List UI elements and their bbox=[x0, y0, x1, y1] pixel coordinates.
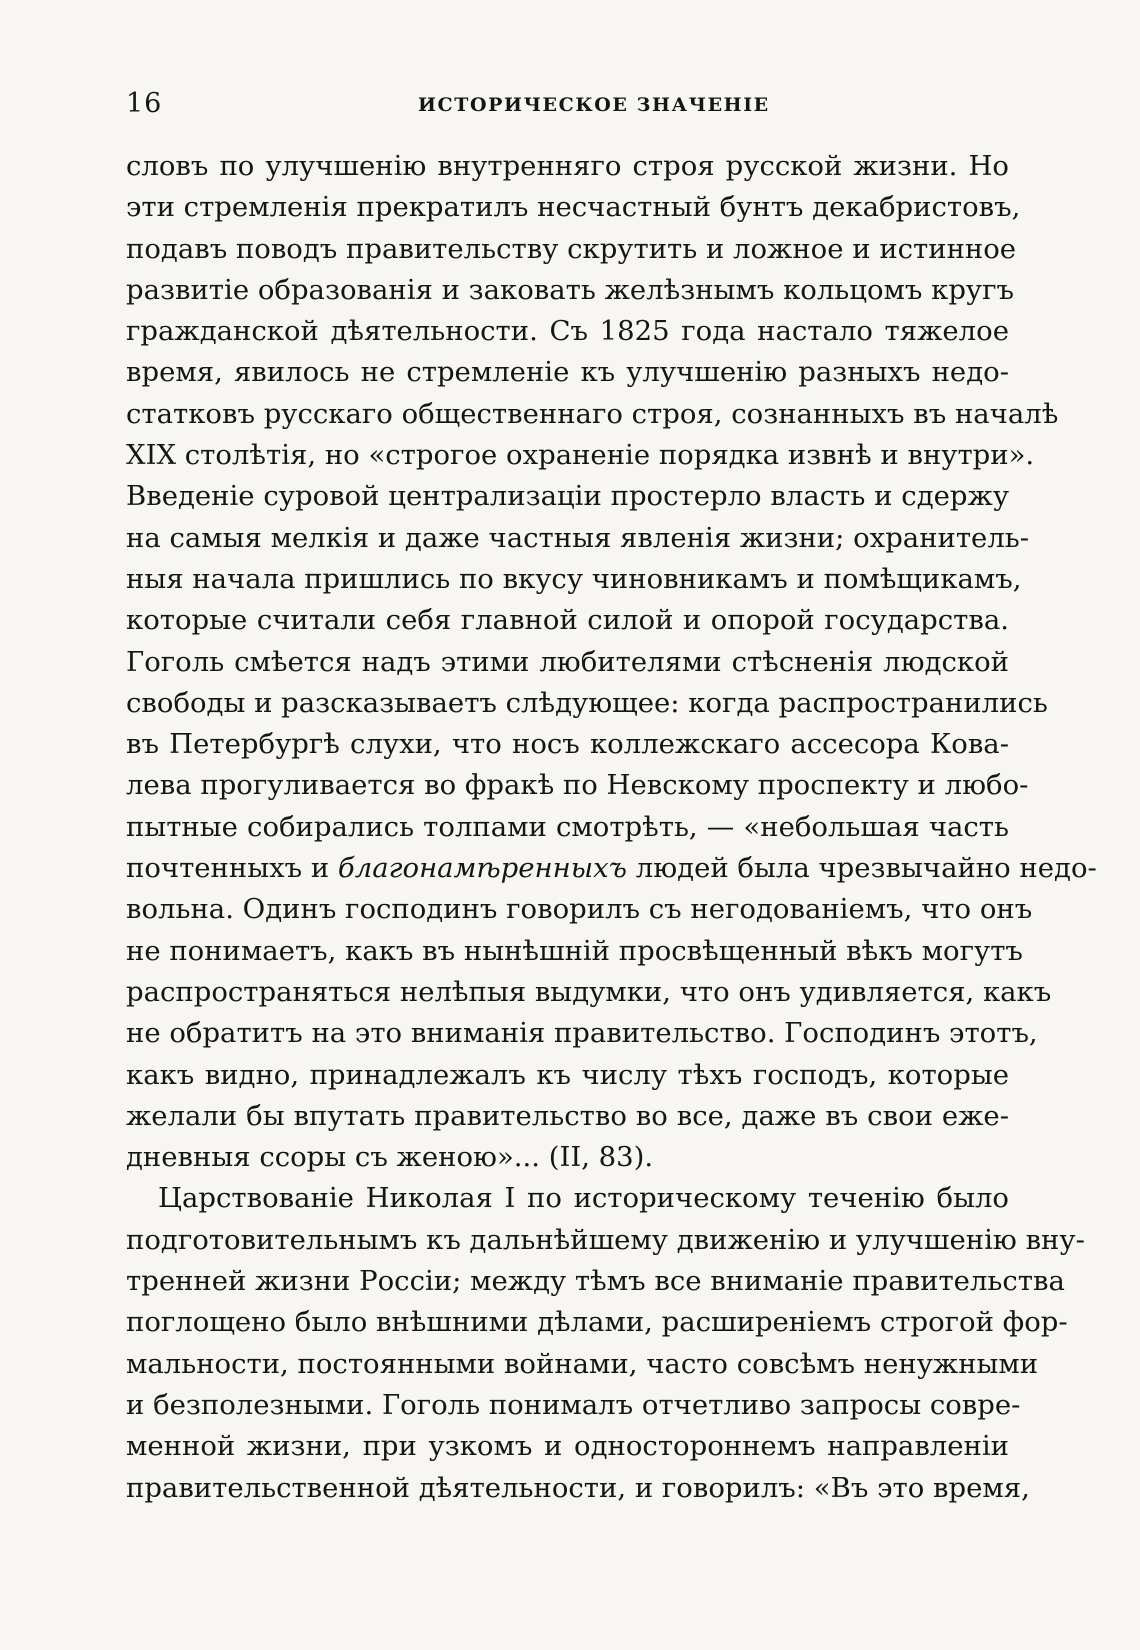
text-line: Царствованіе Николая I по историческому теченію было bbox=[158, 1182, 1009, 1215]
paragraph-1 bbox=[126, 146, 1097, 1178]
text-line: пытные собирались толпами смотрѣть, — «небольшая часть bbox=[126, 810, 1009, 843]
text-line: словъ по улучшенію внутренняго строя русской жизни. Но bbox=[126, 150, 1009, 182]
text-line: распространяться нелѣпыя выдумки, что онъ удивляется, какъ bbox=[126, 975, 1052, 1008]
text-line: мальности, постоянными войнами, часто совсѣмъ ненужными bbox=[126, 1347, 1039, 1380]
text-segment: почтенныхъ и bbox=[126, 852, 338, 885]
text-line: вольна. Одинъ господинъ говорилъ съ негодованіемъ, что онъ bbox=[126, 893, 1033, 926]
running-head bbox=[126, 88, 1009, 124]
text-line: дневныя ссоры съ женою»... (II, 83). bbox=[126, 1141, 654, 1174]
text-line: и безполезными. Гоголь понималъ отчетливо запросы совре- bbox=[126, 1388, 1021, 1421]
text-line: время, явилось не стремленіе къ улучшенію разныхъ недо- bbox=[126, 356, 1009, 389]
text-line: XIX столѣтія, но «строгое охраненіе порядка извнѣ и внутри». bbox=[126, 439, 1035, 472]
text-line: Введеніе суровой централизаціи простерло власть и сдержу bbox=[126, 480, 1009, 513]
text-line: не понимаетъ, какъ въ нынѣшній просвѣщенный вѣкъ могутъ bbox=[126, 934, 1023, 967]
text-line: статковъ русскаго общественнаго строя, сознанныхъ въ началѣ bbox=[126, 397, 1059, 430]
text-line: какъ видно, принадлежалъ къ числу тѣхъ господъ, которые bbox=[126, 1058, 1009, 1091]
text-line: менной жизни, при узкомъ и одностороннемъ направленіи bbox=[126, 1430, 1009, 1463]
text-line: которые считали себя главной силой и опорой государства. bbox=[126, 604, 1009, 637]
text-line: поглощено было внѣшними дѣлами, расширеніемъ строгой фор- bbox=[126, 1306, 1068, 1339]
text-line: въ Петербургѣ слухи, что носъ коллежскаго ассесора Кова- bbox=[126, 728, 1009, 761]
body-text bbox=[126, 146, 1097, 1509]
text-segment: людей была чрезвычайно недо- bbox=[626, 852, 1097, 885]
text-line: свободы и разсказываетъ слѣдующее: когда распространились bbox=[126, 686, 1048, 719]
text-line: желали бы впутать правительство во все, даже въ свои еже- bbox=[126, 1099, 1009, 1132]
text-line: Гоголь смѣется надъ этими любителями стѣсненія людской bbox=[126, 645, 1009, 678]
text-line: правительственной дѣятельности, и говорилъ: «Въ это время, bbox=[126, 1471, 1030, 1504]
text-line: подавъ поводъ правительству скрутить и ложное и истинное bbox=[126, 232, 1017, 265]
text-line: подготовительнымъ къ дальнѣйшему движенію и улучшенію вну- bbox=[126, 1223, 1085, 1256]
text-line-with-italic bbox=[126, 848, 1097, 889]
text-line: развитіе образованія и заковать желѣзнымъ кольцомъ кругъ bbox=[126, 273, 1015, 306]
text-line: эти стремленія прекратилъ несчастный бунтъ декабристовъ, bbox=[126, 191, 1021, 224]
text-line: не обратитъ на это вниманія правительство. Господинъ этотъ, bbox=[126, 1017, 1038, 1050]
text-line: тренней жизни Россіи; между тѣмъ все вниманіе правительства bbox=[126, 1265, 1065, 1298]
italic-phrase: благонамѣренныхъ bbox=[337, 852, 627, 885]
text-line: гражданской дѣятельности. Съ 1825 года настало тяжелое bbox=[126, 315, 1009, 348]
paragraph-2 bbox=[126, 1178, 1085, 1508]
text-line: лева прогуливается во фракѣ по Невскому проспекту и любо- bbox=[126, 769, 1029, 802]
text-line: на самыя мелкія и даже частныя явленія жизни; охранитель- bbox=[126, 521, 1030, 554]
text-line: ныя начала пришлись по вкусу чиновникамъ и помѣщикамъ, bbox=[126, 562, 1022, 595]
running-title: ИСТОРИЧЕСКОЕ ЗНАЧЕНІЕ bbox=[418, 94, 770, 116]
page-number: 16 bbox=[126, 88, 163, 119]
